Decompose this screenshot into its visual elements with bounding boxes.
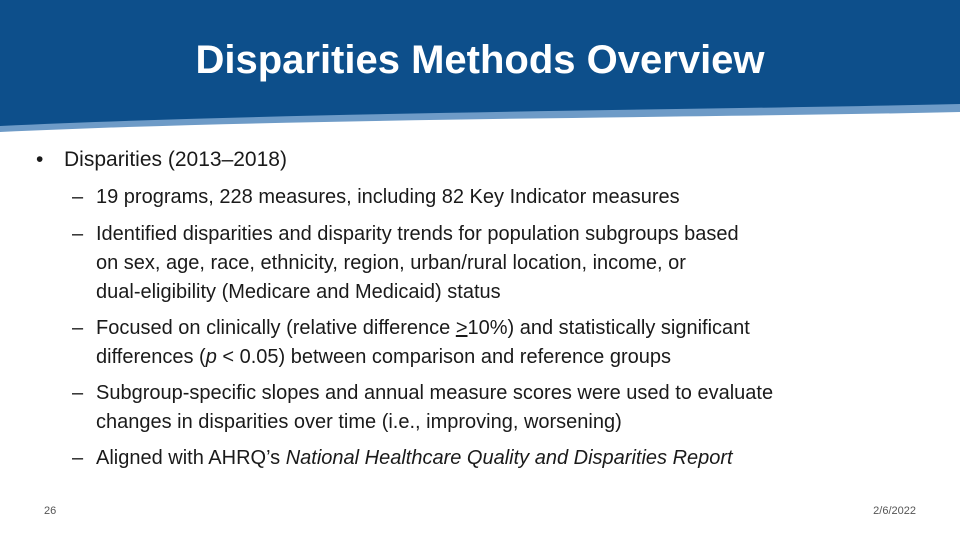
sub-text-line: changes in disparities over time (i.e., improving, worsening) bbox=[96, 411, 622, 433]
dash: – bbox=[72, 317, 84, 339]
sub-text-line: on sex, age, race, ethnicity, region, urban/rural location, income, or bbox=[96, 252, 686, 274]
footer-date: 2/6/2022 bbox=[873, 505, 916, 517]
sub-text-line: dual-eligibility (Medicare and Medicaid) status bbox=[96, 281, 501, 303]
sub-text: 19 programs, 228 measures, including 82 Key Indicator measures bbox=[96, 186, 680, 208]
bullet-dot: • bbox=[36, 148, 44, 171]
page-number: 26 bbox=[44, 505, 57, 517]
p-value-italic: p bbox=[205, 346, 217, 368]
dash: – bbox=[72, 223, 84, 245]
dash: – bbox=[72, 186, 84, 208]
sub-text: Aligned with AHRQ’s bbox=[96, 447, 286, 469]
sub-text: < 0.05) between comparison and reference groups bbox=[216, 346, 671, 368]
sub-text-line: Identified disparities and disparity trends for population subgroups based bbox=[96, 223, 739, 245]
sub-text: differences ( bbox=[96, 346, 206, 368]
sub-text-line: Subgroup-specific slopes and annual measure scores were used to evaluate bbox=[96, 382, 774, 404]
greater-equal-symbol: > bbox=[455, 317, 468, 339]
dash: – bbox=[72, 447, 84, 469]
sub-text: 10%) and statistically significant bbox=[467, 317, 750, 339]
report-title-italic: National Healthcare Quality and Disparities Report bbox=[285, 447, 733, 469]
slide-title: Disparities Methods Overview bbox=[195, 38, 765, 82]
bullet-text: Disparities (2013–2018) bbox=[64, 148, 287, 171]
sub-text: Focused on clinically (relative difference bbox=[96, 317, 456, 339]
dash: – bbox=[72, 382, 84, 404]
